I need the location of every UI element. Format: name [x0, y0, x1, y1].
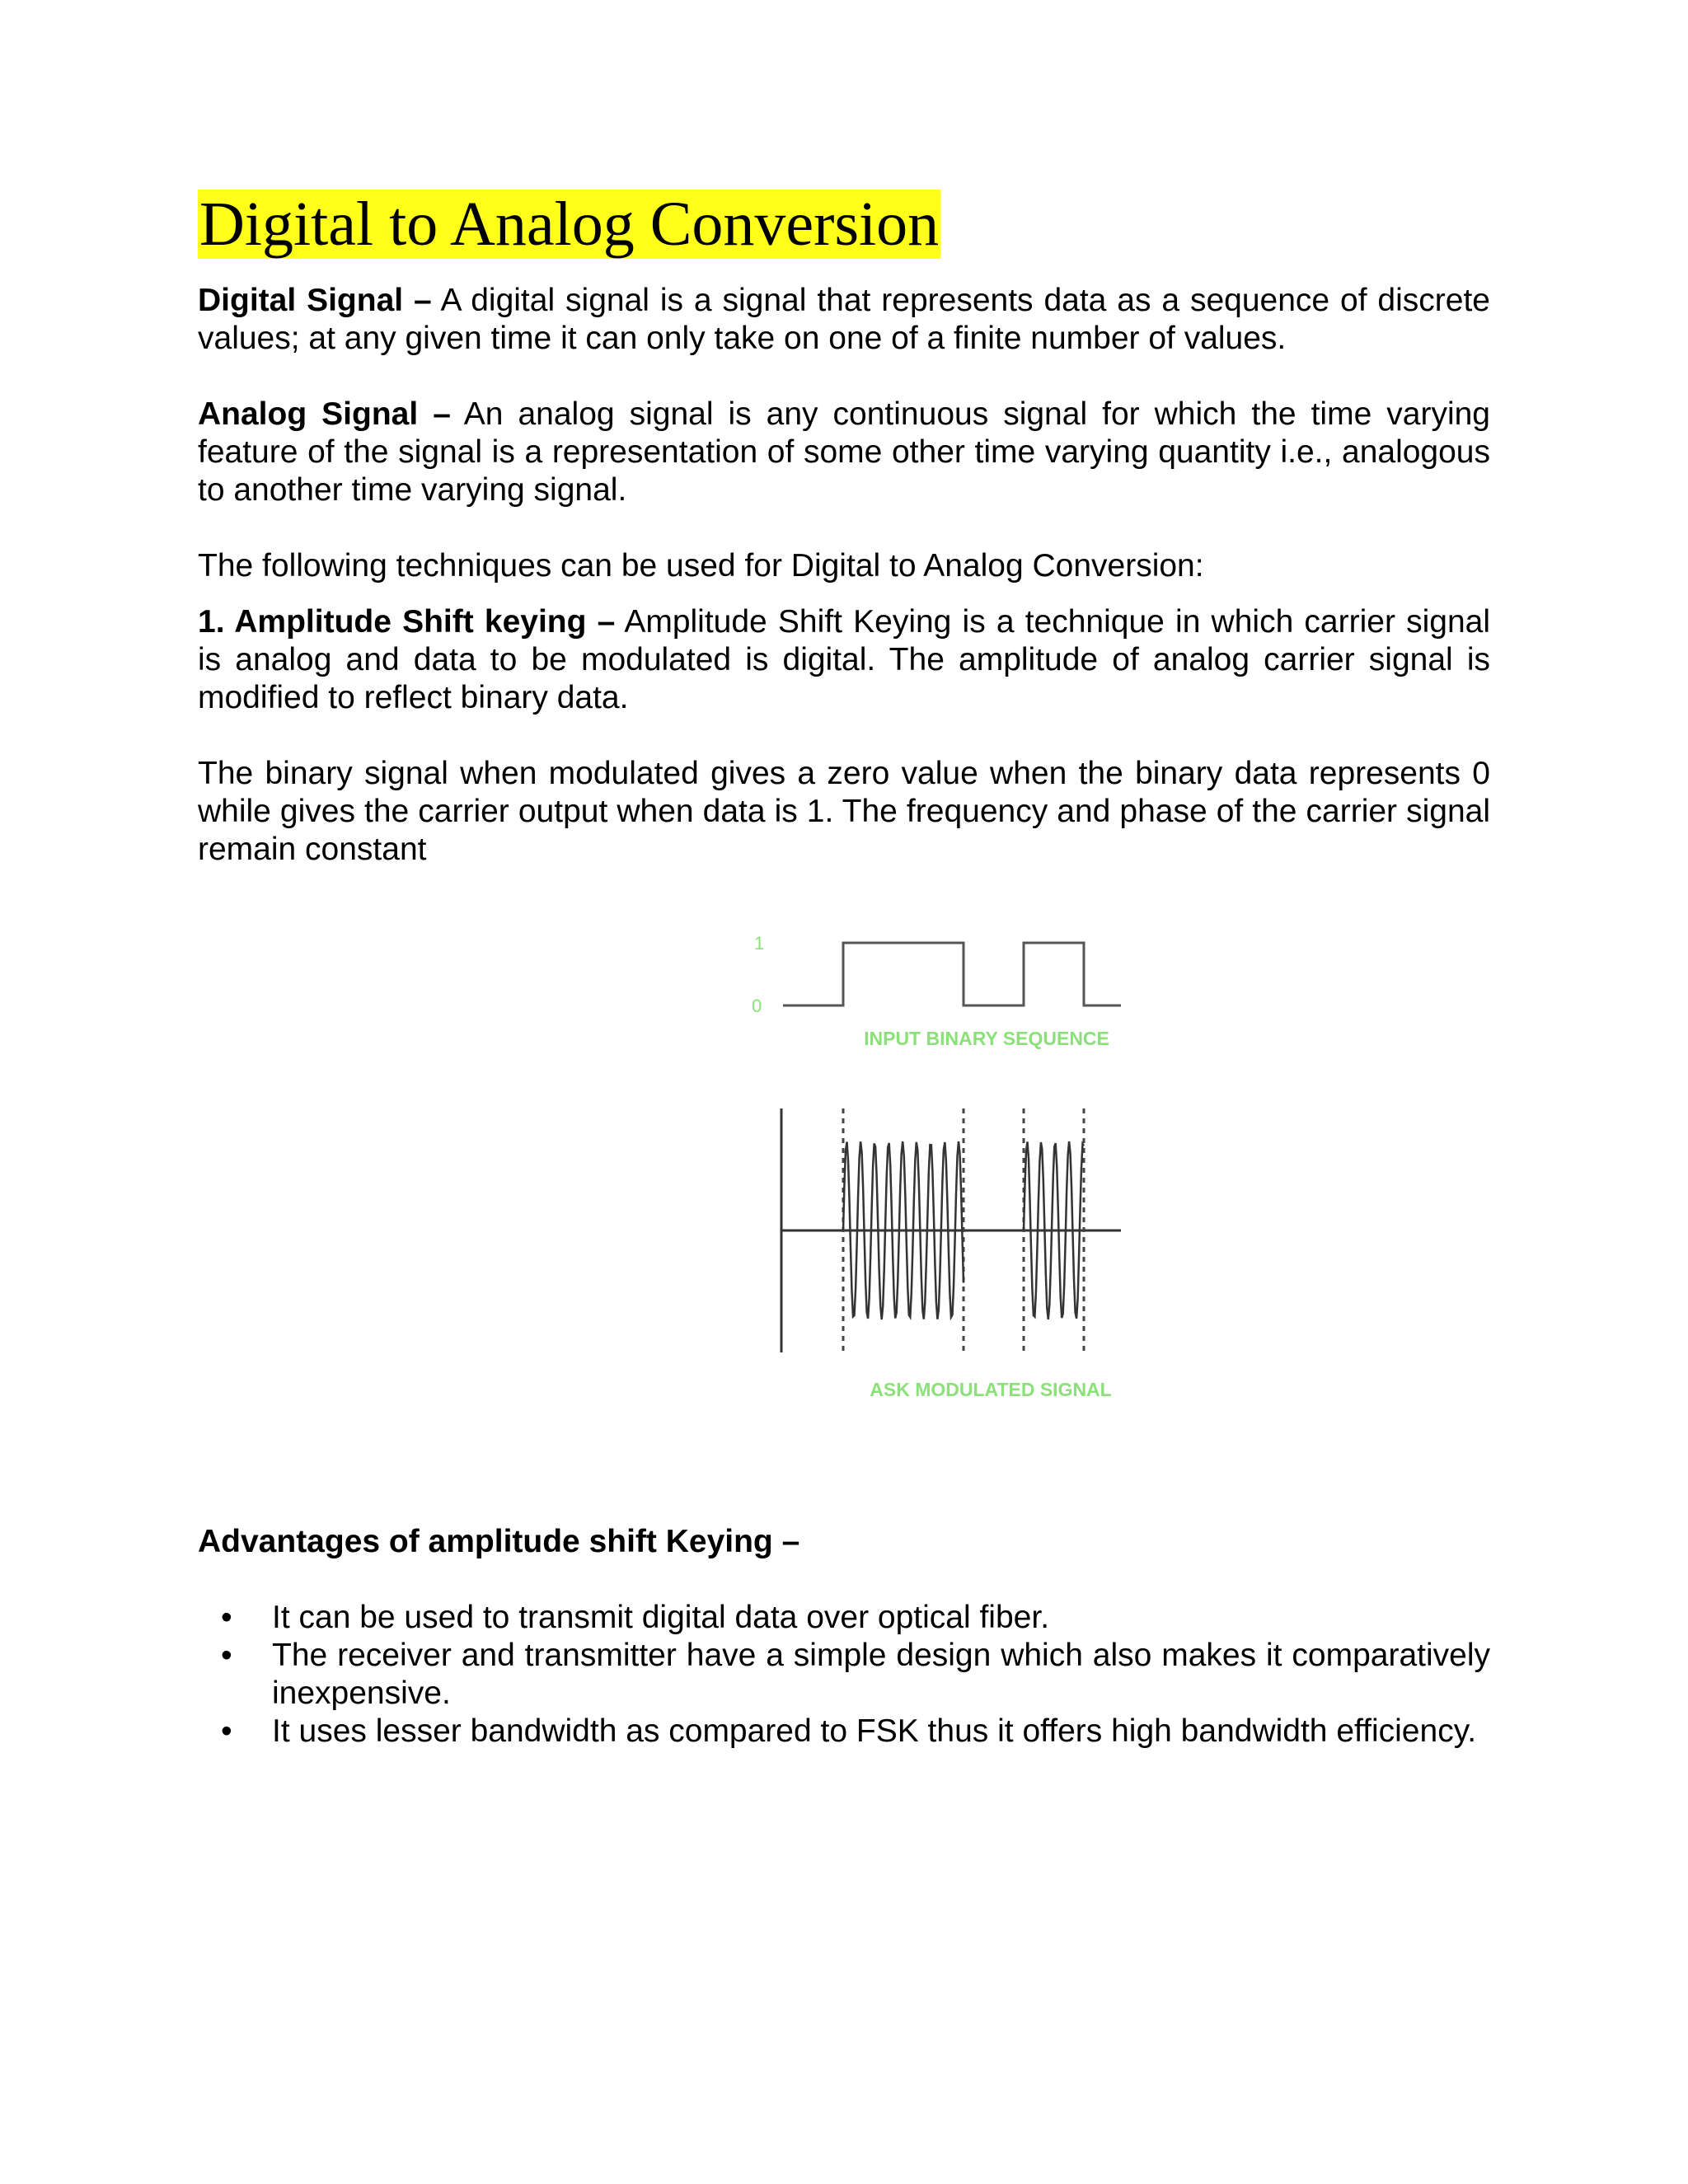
ask-text: Amplitude Shift Keying is a technique in which carrier signal is analog and data to be modulated is digital. The amplitude of analog carrier signal is modified to reflect binary data. [198, 604, 1490, 715]
input-binary-sequence-label: INPUT BINARY SEQUENCE [864, 1028, 1109, 1049]
ask-term: 1. Amplitude Shift keying – [198, 604, 616, 640]
digital-signal-text: A digital signal is a signal that represents data as a sequence of discrete values; at any given time it can only take on one of a finite number of values. [198, 283, 1490, 356]
ask-figure [198, 916, 1490, 1444]
page-title [198, 188, 1490, 260]
digital-signal-paragraph [198, 282, 1490, 358]
advantages-list [198, 1599, 1490, 1750]
advantages-heading: Advantages of amplitude shift Keying – [198, 1524, 800, 1559]
level-low-label: 0 [752, 996, 762, 1016]
binary-paragraph: The binary signal when modulated gives a zero value when the binary data represents 0 while gives the carrier output when data is 1. The frequency and phase of the carrier signal remain constant [198, 756, 1490, 867]
analog-signal-text: An analog signal is any continuous signal for which the time varying feature of the signal is a representation of some other time varying quantity i.e., analogous to another time varying signal. [198, 396, 1490, 508]
advantage-item: • It can be used to transmit digital data over optical fiber. [272, 1599, 1490, 1637]
techniques-intro: The following techniques can be used for Digital to Analog Conversion: [198, 548, 1204, 583]
advantage-item: • The receiver and transmitter have a simple design which also makes it comparatively inexpensive. [272, 1637, 1490, 1713]
advantage-item: • It uses lesser bandwidth as compared to FSK thus it offers high bandwidth efficiency. [272, 1713, 1490, 1750]
page-title-text: Digital to Analog Conversion [199, 190, 940, 259]
analog-signal-term: Analog Signal – [198, 396, 451, 432]
ask-modulated-signal-label: ASK MODULATED SIGNAL [870, 1379, 1112, 1400]
input-binary-waveform [783, 943, 1121, 1005]
ask-paragraph [198, 603, 1490, 717]
square-wave-line [783, 943, 1121, 1005]
document-page [198, 188, 1490, 1750]
analog-signal-paragraph [198, 396, 1490, 509]
ask-diagram [544, 916, 1121, 1444]
digital-signal-term: Digital Signal – [198, 283, 432, 318]
level-high-label: 1 [754, 933, 765, 954]
ask-modulated-waveform [781, 1108, 1121, 1352]
